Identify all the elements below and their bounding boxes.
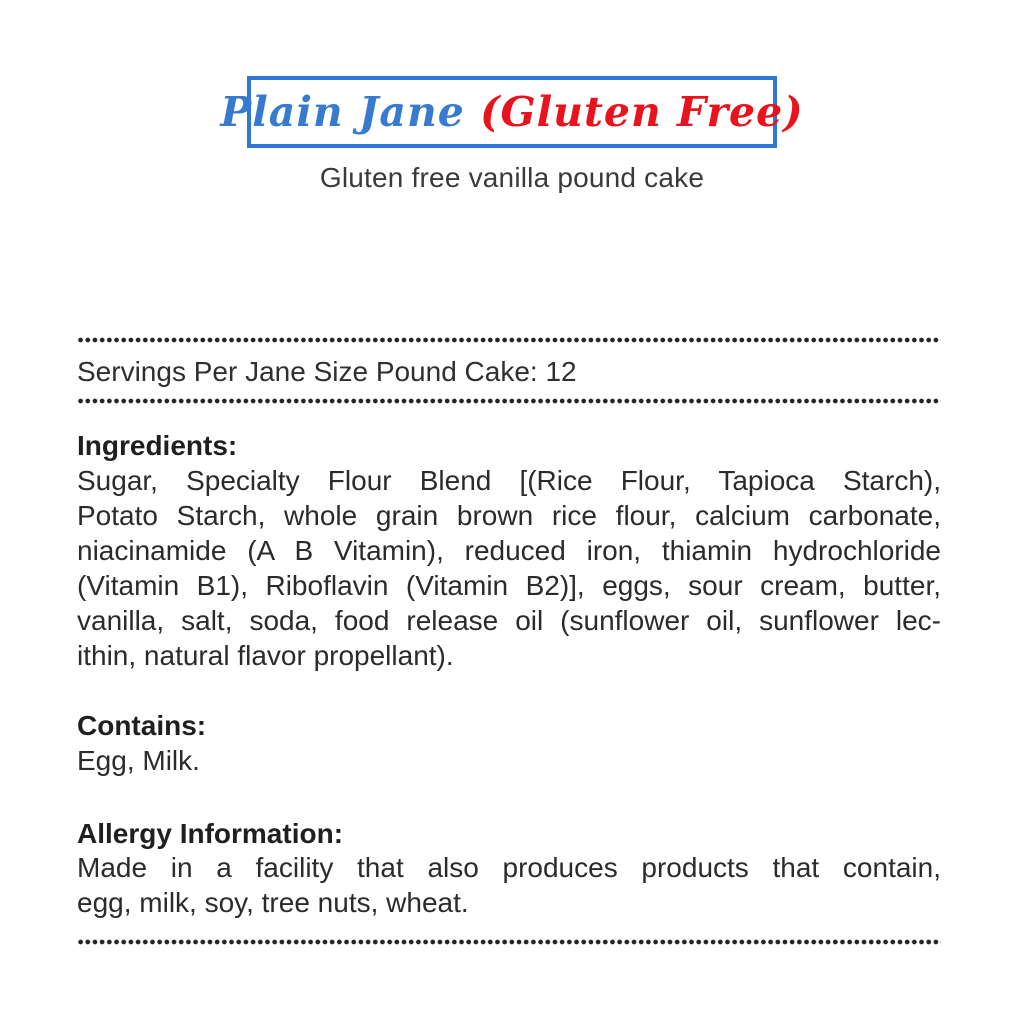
brand-name-gluten-free: (Gluten Free) <box>480 88 804 136</box>
ingredients-heading: Ingredients: <box>77 430 238 461</box>
ingredients-line: Sugar, Specialty Flour Blend [(Rice Flour, Tapioca Starch), <box>77 465 941 496</box>
allergy-heading: Allergy Information: <box>77 818 344 849</box>
ingredients-line: ithin, natural flavor propellant). <box>77 640 454 671</box>
dotted-divider-servings <box>77 398 941 404</box>
ingredients-text <box>77 463 941 673</box>
servings-line: Servings Per Jane Size Pound Cake: 12 <box>77 356 577 387</box>
brand-logo-box <box>220 76 804 148</box>
brand-name-primary: Plain Jane <box>220 88 465 136</box>
allergy-line: Made in a facility that also produces products that contain, <box>77 852 941 883</box>
ingredients-line: (Vitamin B1), Riboflavin (Vitamin B2)], eggs, sour cream, butter, <box>77 570 941 601</box>
contains-heading: Contains: <box>77 710 207 741</box>
allergy-text <box>77 850 941 920</box>
dotted-divider-bottom <box>77 939 941 945</box>
allergy-line: egg, milk, soy, tree nuts, wheat. <box>77 887 469 918</box>
dotted-divider-top <box>77 337 941 343</box>
ingredients-line: Potato Starch, whole grain brown rice flour, calcium carbonate, <box>77 500 941 531</box>
product-subtitle: Gluten free vanilla pound cake <box>319 162 705 193</box>
contains-value: Egg, Milk. <box>77 745 200 776</box>
ingredients-line: niacinamide (A B Vitamin), reduced iron, thiamin hydrochloride <box>77 535 941 566</box>
brand-name <box>220 88 803 136</box>
ingredients-line: vanilla, salt, soda, food release oil (sunflower oil, sunflower lec- <box>77 605 941 636</box>
